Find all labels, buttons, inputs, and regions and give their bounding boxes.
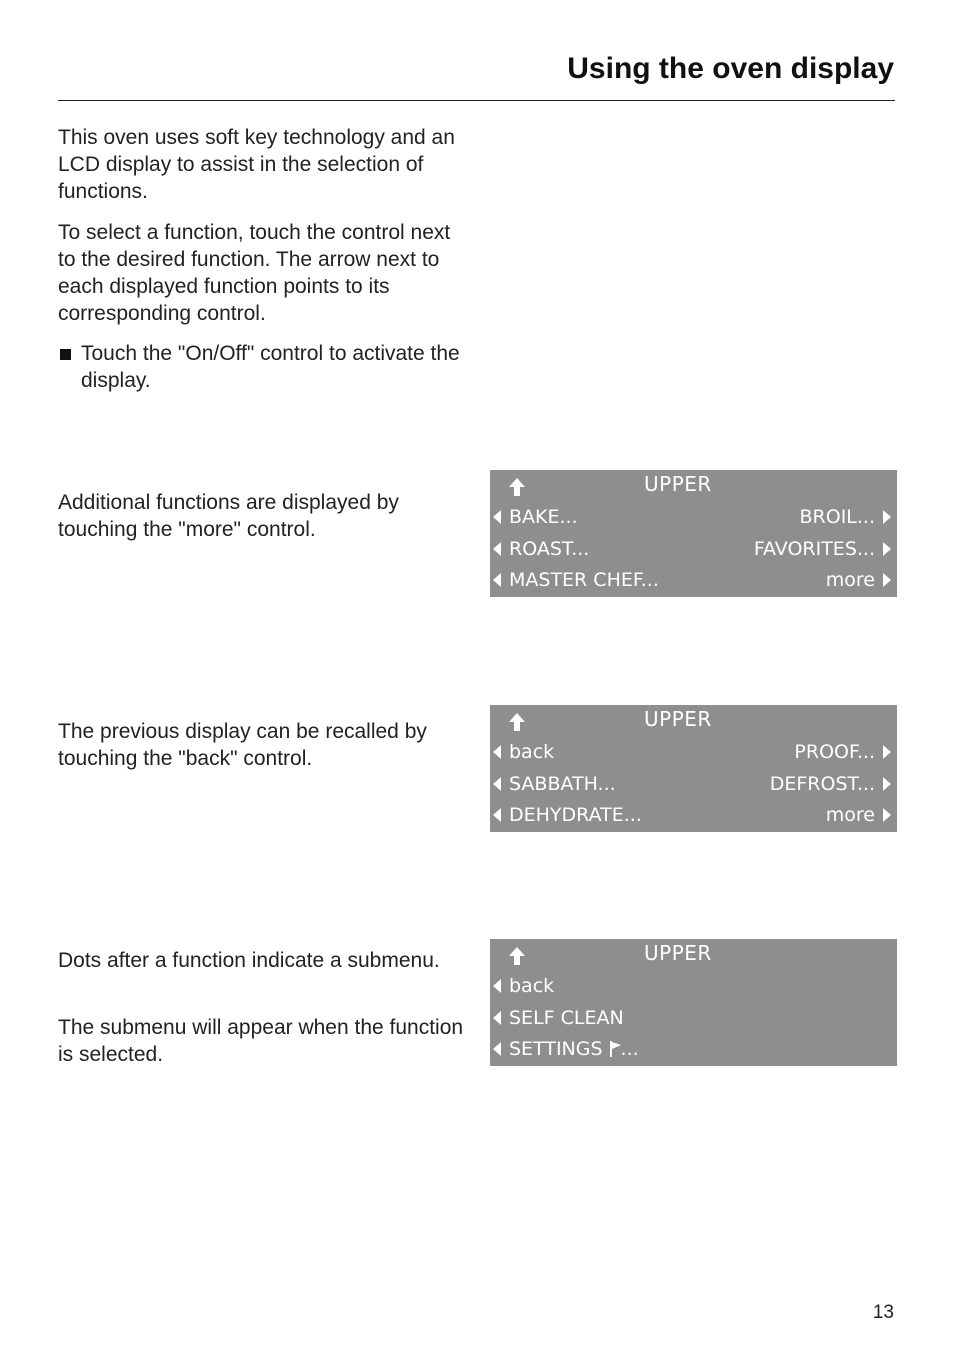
lcd-row: [490, 737, 897, 768]
lcd-row: [490, 1034, 897, 1065]
soft-key-settings[interactable]: [493, 1038, 639, 1060]
soft-key-bake[interactable]: [493, 506, 578, 528]
lcd-header-title: UPPER: [644, 941, 712, 965]
page-title: Using the oven display: [567, 52, 894, 85]
right-label: more: [825, 804, 875, 826]
left-label-suffix: ...: [620, 1038, 639, 1060]
left-arrow-icon: [493, 979, 501, 993]
left-label: back: [509, 975, 555, 997]
right-label: PROOF...: [794, 741, 875, 763]
right-arrow-icon: [883, 777, 891, 791]
section-3-text-2: The submenu will appear when the function is selected.: [58, 1016, 464, 1066]
left-label: ROAST...: [509, 538, 590, 560]
right-arrow-icon: [883, 808, 891, 822]
soft-key-back[interactable]: [493, 741, 554, 763]
soft-key-dehydrate[interactable]: [493, 804, 642, 826]
page-number: 13: [872, 1302, 894, 1323]
soft-key-defrost[interactable]: [770, 773, 891, 795]
left-arrow-icon: [493, 1011, 501, 1025]
lcd-row: [490, 971, 897, 1002]
soft-key-sabbath[interactable]: [493, 773, 616, 795]
lcd-header-row: [490, 939, 897, 970]
lcd-header-row: [490, 470, 897, 501]
lcd-header-title: UPPER: [644, 707, 712, 731]
left-arrow-icon: [493, 777, 501, 791]
left-label: BAKE...: [509, 506, 578, 528]
right-label: more: [825, 569, 875, 591]
left-label: MASTER CHEF...: [509, 569, 659, 591]
up-arrow-icon[interactable]: [509, 478, 525, 496]
soft-key-more[interactable]: [826, 804, 891, 826]
soft-key-favorites[interactable]: [754, 538, 891, 560]
section-3-text: Dots after a function indicate a submenu.: [58, 949, 440, 972]
lcd-header-row: [490, 705, 897, 736]
lcd-display-more: [490, 705, 897, 832]
right-arrow-icon: [883, 510, 891, 524]
right-arrow-icon: [883, 542, 891, 556]
lcd-row: [490, 1003, 897, 1034]
right-label: BROIL...: [799, 506, 875, 528]
section-2-text: The previous display can be recalled by touching the "back" control.: [58, 720, 427, 770]
left-label: back: [509, 741, 555, 763]
bullet-item: [58, 340, 468, 394]
lcd-display-submenu: [490, 939, 897, 1066]
left-arrow-icon: [493, 1042, 501, 1056]
soft-key-back[interactable]: [493, 975, 554, 997]
right-label: DEFROST...: [769, 773, 875, 795]
left-label: DEHYDRATE...: [509, 804, 642, 826]
left-label: SELF CLEAN: [509, 1007, 624, 1029]
soft-key-broil[interactable]: [800, 506, 892, 528]
soft-key-roast[interactable]: [493, 538, 589, 560]
soft-key-self-clean[interactable]: [493, 1007, 624, 1029]
intro-paragraph-1: This oven uses soft key technology and an LCD display to assist in the selection of functions.: [58, 126, 455, 203]
lcd-row: [490, 565, 897, 596]
left-arrow-icon: [493, 745, 501, 759]
lcd-display-main: [490, 470, 897, 597]
lcd-row: [490, 769, 897, 800]
right-arrow-icon: [883, 745, 891, 759]
bullet-square-icon: [60, 349, 71, 360]
title-rule: [58, 100, 895, 101]
soft-key-master-chef[interactable]: [493, 569, 659, 591]
flag-icon: [610, 1041, 621, 1057]
lcd-row: [490, 800, 897, 831]
left-label: SABBATH...: [509, 773, 616, 795]
left-arrow-icon: [493, 573, 501, 587]
intro-paragraph-2: To select a function, touch the control next to the desired function. The arrow next to each displayed function points to its corresponding control.: [58, 221, 451, 325]
up-arrow-icon[interactable]: [509, 947, 525, 965]
right-arrow-icon: [883, 573, 891, 587]
right-label: FAVORITES...: [753, 538, 875, 560]
lcd-row: [490, 502, 897, 533]
left-arrow-icon: [493, 510, 501, 524]
up-arrow-icon[interactable]: [509, 713, 525, 731]
section-1-text: Additional functions are displayed by touching the "more" control.: [58, 491, 399, 541]
lcd-header-title: UPPER: [644, 472, 712, 496]
left-arrow-icon: [493, 808, 501, 822]
soft-key-more[interactable]: [826, 569, 891, 591]
left-label: SETTINGS: [509, 1038, 603, 1060]
left-arrow-icon: [493, 542, 501, 556]
soft-key-proof[interactable]: [794, 741, 891, 763]
lcd-row: [490, 534, 897, 565]
bullet-text: Touch the "On/Off" control to activate the display.: [81, 342, 460, 392]
